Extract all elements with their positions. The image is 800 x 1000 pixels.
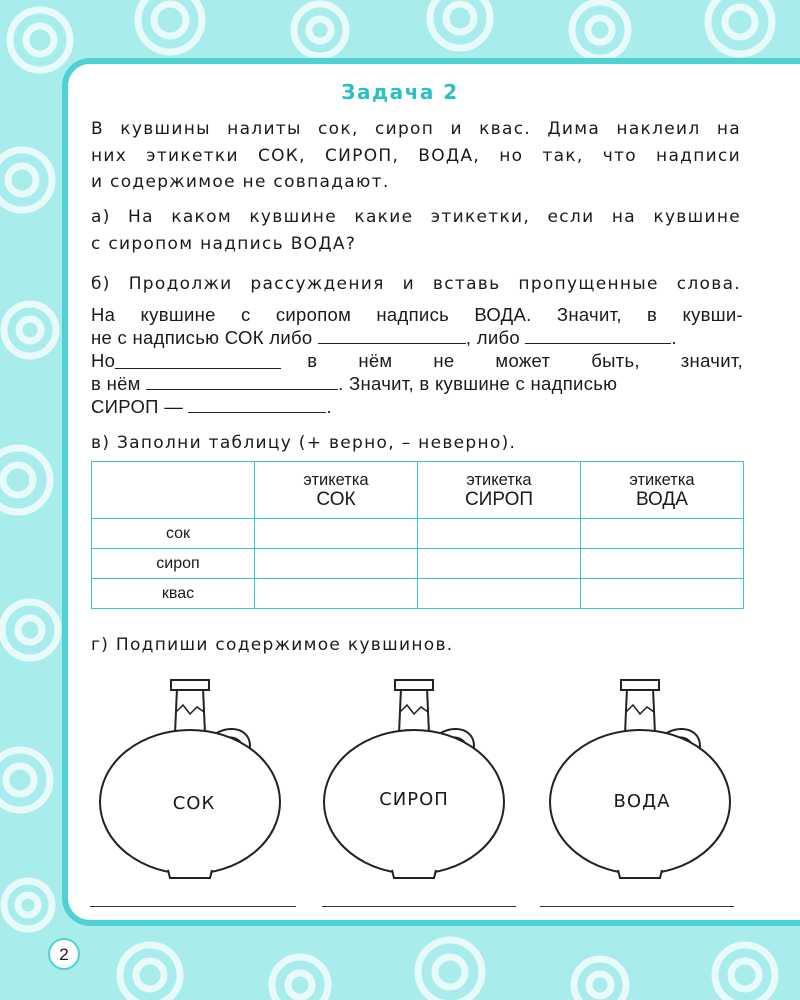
intro-paragraph (91, 116, 741, 196)
blank-field-1[interactable] (318, 326, 466, 344)
table-header-cell: этикетка ВОДА (581, 462, 744, 519)
intro-line: В кувшины налиты сок, сироп и квас. Дима наклеил на (91, 119, 741, 139)
part-g-prompt: г) Подпиши содержимое кувшинов. (91, 635, 454, 655)
table-row (92, 579, 744, 609)
reasoning-line: не с надписью СОК либо , либо . (91, 327, 677, 348)
answer-cell[interactable] (418, 579, 581, 609)
table-row (92, 519, 744, 549)
intro-line: и содержимое не совпадают. (91, 172, 390, 192)
part-a-line: с сиропом надпись ВОДА? (91, 233, 357, 254)
answer-cell[interactable] (255, 549, 418, 579)
part-b-line: б) Продолжи рассуждения и вставь пропущенные слова. (91, 274, 741, 294)
jugs-illustration (90, 672, 750, 882)
answer-cell[interactable] (418, 549, 581, 579)
jug-answer-line-1[interactable] (90, 906, 296, 907)
part-b-instruction (91, 271, 741, 298)
intro-line: них этикетки СОК, СИРОП, ВОДА, но так, что надписи (91, 145, 741, 166)
table-corner-cell (92, 462, 255, 519)
part-b-reasoning (91, 303, 743, 418)
task-title: Задача 2 (341, 80, 459, 104)
table-header-row (92, 462, 744, 519)
row-label: сок (92, 519, 255, 549)
reasoning-line: Но в нём не может быть, значит, (91, 350, 743, 371)
answer-cell[interactable] (418, 519, 581, 549)
jug-answer-line-3[interactable] (540, 906, 734, 907)
answer-cell[interactable] (255, 579, 418, 609)
row-label: сироп (92, 549, 255, 579)
jug-3 (550, 680, 730, 878)
blank-field-5[interactable] (188, 395, 326, 413)
part-a-question (91, 204, 741, 257)
table-header-cell: этикетка СИРОП (418, 462, 581, 519)
jug-label: ВОДА (613, 791, 671, 812)
blank-field-2[interactable] (525, 326, 671, 344)
part-a-line: а) На каком кувшине какие этикетки, если на кувшине (91, 207, 741, 227)
answer-cell[interactable] (581, 579, 744, 609)
blank-field-4[interactable] (146, 372, 338, 390)
table-row (92, 549, 744, 579)
answer-cell[interactable] (255, 519, 418, 549)
jug-2 (324, 680, 504, 878)
blank-field-3[interactable] (115, 351, 281, 369)
jug-label: СОК (172, 793, 216, 814)
page-number: 2 (48, 938, 80, 970)
part-v-prompt: в) Заполни таблицу (+ верно, – неверно). (91, 433, 517, 453)
reasoning-line: в нём . Значит, в кувшине с надписью (91, 373, 618, 394)
reasoning-line: На кувшине с сиропом надпись ВОДА. Значит, в кувши- (91, 304, 743, 325)
jug-label: СИРОП (379, 789, 449, 810)
jug-answer-line-2[interactable] (322, 906, 516, 907)
answer-cell[interactable] (581, 519, 744, 549)
answer-cell[interactable] (581, 549, 744, 579)
table-header-cell: этикетка СОК (255, 462, 418, 519)
jug-1 (100, 680, 280, 878)
label-table (91, 461, 744, 609)
reasoning-line: СИРОП — . (91, 396, 332, 417)
row-label: квас (92, 579, 255, 609)
